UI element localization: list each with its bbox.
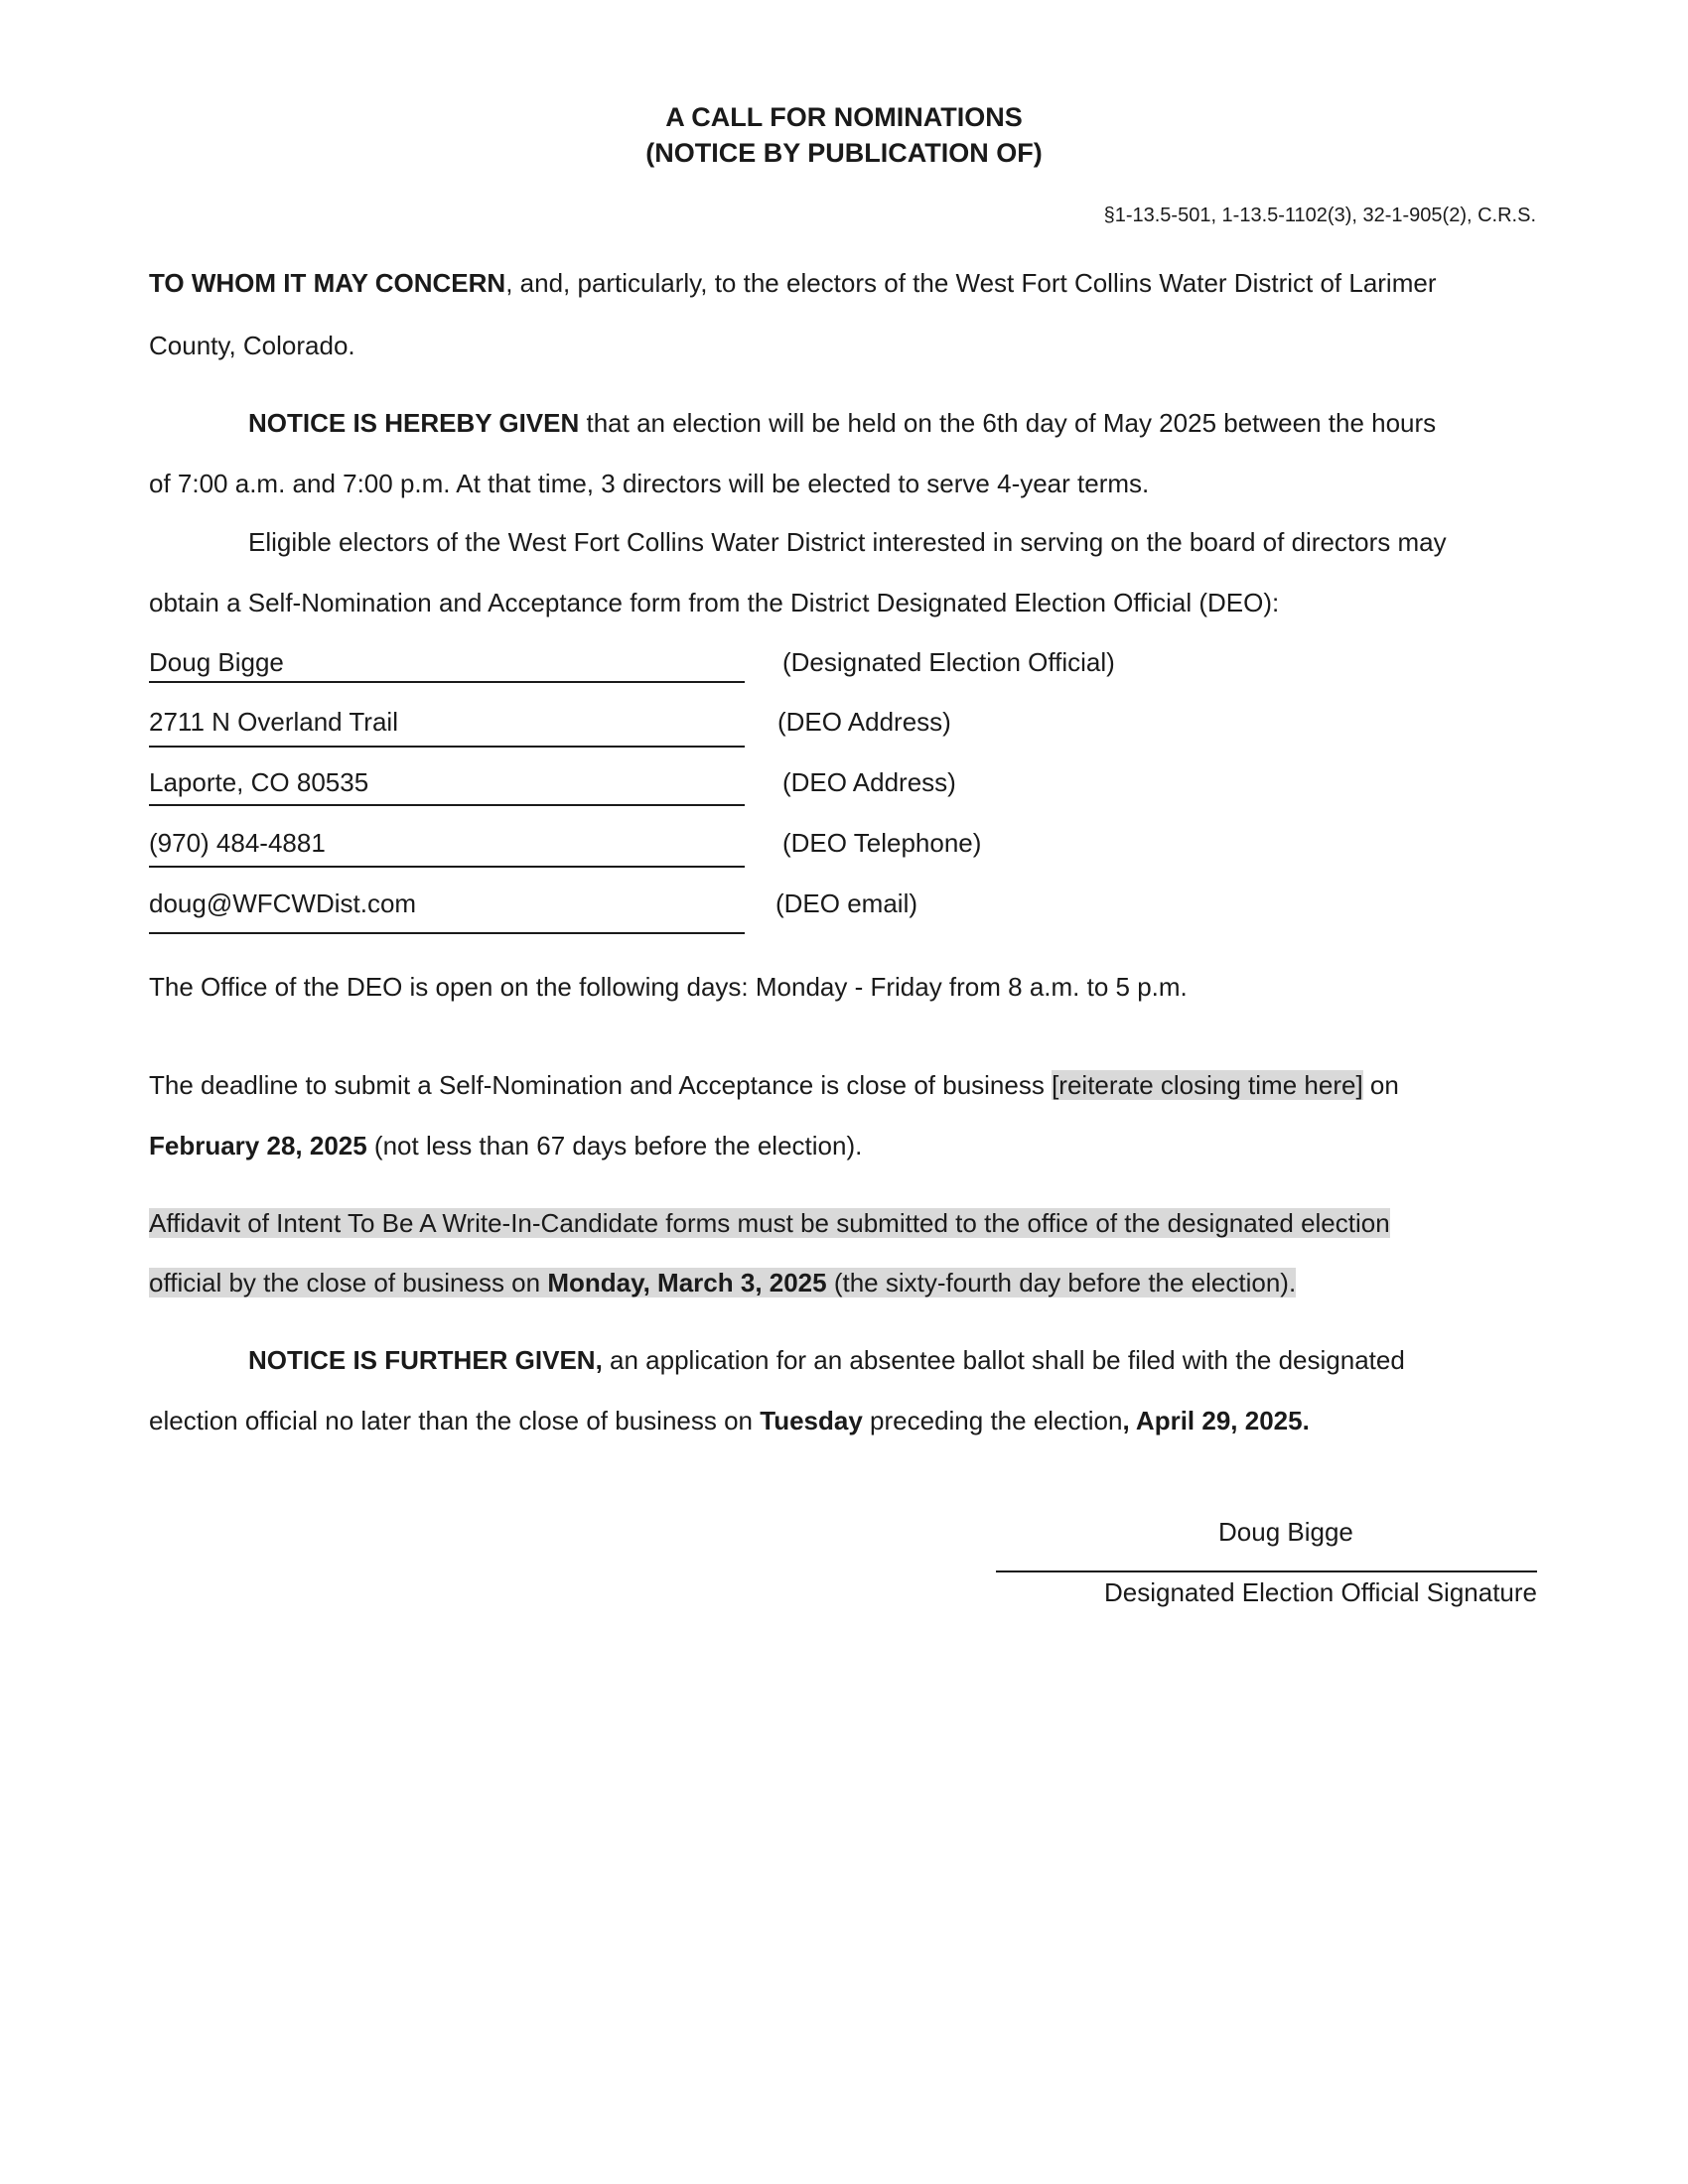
deadline-text-end: on	[1362, 1070, 1399, 1100]
statute-reference: §1-13.5-501, 1-13.5-1102(3), 32-1-905(2), C.R.S.	[1103, 205, 1536, 226]
further-notice-bold: NOTICE IS FURTHER GIVEN,	[248, 1345, 603, 1375]
affidavit-date: Monday, March 3, 2025	[547, 1268, 827, 1297]
affidavit-line-2	[149, 1270, 1296, 1296]
further-notice-text-mid: preceding the election	[862, 1406, 1123, 1435]
notice-bold: NOTICE IS HEREBY GIVEN	[248, 408, 580, 438]
deo-name-value: Doug Bigge	[149, 647, 284, 677]
document-title-line-1: A CALL FOR NOMINATIONS	[665, 102, 1023, 132]
salutation-bold: TO WHOM IT MAY CONCERN	[149, 268, 506, 298]
closing-time-placeholder: [reiterate closing time here]	[1052, 1070, 1363, 1100]
further-notice-day: Tuesday	[760, 1406, 863, 1435]
further-notice-rest: an application for an absentee ballot shall be filed with the designated	[602, 1345, 1405, 1375]
salutation-line-2: County, Colorado.	[149, 331, 355, 360]
affidavit-text-2	[149, 1268, 1296, 1297]
deo-email-value: doug@WFCWDist.com	[149, 888, 417, 918]
deo-address-2-underline	[149, 804, 745, 806]
deo-telephone-underline	[149, 866, 745, 868]
deo-email-label: (DEO email)	[775, 888, 918, 918]
office-hours: The Office of the DEO is open on the following days: Monday - Friday from 8 a.m. to 5 p.m.	[149, 972, 1188, 1002]
notice-rest: that an election will be held on the 6th day of May 2025 between the hours	[579, 408, 1437, 438]
deadline-date: February 28, 2025	[149, 1131, 367, 1160]
signature-name: Doug Bigge	[1218, 1517, 1353, 1547]
deo-address-1-underline	[149, 746, 745, 748]
deadline-note: (not less than 67 days before the election).	[366, 1131, 863, 1160]
further-notice-date: , April 29, 2025.	[1122, 1406, 1310, 1435]
salutation-line-1	[149, 270, 1437, 296]
signature-caption: Designated Election Official Signature	[1104, 1577, 1537, 1607]
deo-address-2-label: (DEO Address)	[782, 767, 956, 797]
further-notice-line-1	[248, 1347, 1405, 1373]
deo-address-1-value: 2711 N Overland Trail	[149, 707, 398, 737]
notice-line-2: of 7:00 a.m. and 7:00 p.m. At that time, 3 directors will be elected to serve 4-year terms.	[149, 469, 1150, 498]
further-notice-text-start: election official no later than the close of business on	[149, 1406, 761, 1435]
affidavit-line-1	[149, 1210, 1390, 1236]
deo-name-label: (Designated Election Official)	[782, 647, 1115, 677]
deadline-line-1	[149, 1072, 1399, 1098]
affidavit-text-2-start: official by the close of business on	[149, 1268, 548, 1297]
salutation-rest: , and, particularly, to the electors of the West Fort Collins Water District of Larimer	[505, 268, 1437, 298]
deo-email-underline	[149, 932, 745, 934]
deo-name-underline	[149, 681, 745, 683]
eligible-line-2: obtain a Self-Nomination and Acceptance form from the District Designated Election Official (DEO):	[149, 588, 1280, 617]
eligible-line-1: Eligible electors of the West Fort Collins Water District interested in serving on the board of directors may	[248, 527, 1447, 557]
deadline-line-2	[149, 1133, 862, 1159]
deo-telephone-value: (970) 484-4881	[149, 828, 326, 858]
deadline-text-start: The deadline to submit a Self-Nomination and Acceptance is close of business	[149, 1070, 1053, 1100]
signature-line	[996, 1570, 1537, 1572]
deo-address-2-value: Laporte, CO 80535	[149, 767, 369, 797]
affidavit-text-2-end: (the sixty-fourth day before the election).	[826, 1268, 1297, 1297]
document-title-line-2: (NOTICE BY PUBLICATION OF)	[645, 138, 1043, 168]
deo-telephone-label: (DEO Telephone)	[782, 828, 982, 858]
further-notice-line-2	[149, 1408, 1310, 1433]
notice-line-1	[248, 410, 1436, 436]
deo-address-1-label: (DEO Address)	[777, 707, 951, 737]
affidavit-text-1: Affidavit of Intent To Be A Write-In-Candidate forms must be submitted to the office of the designated election	[149, 1208, 1390, 1238]
